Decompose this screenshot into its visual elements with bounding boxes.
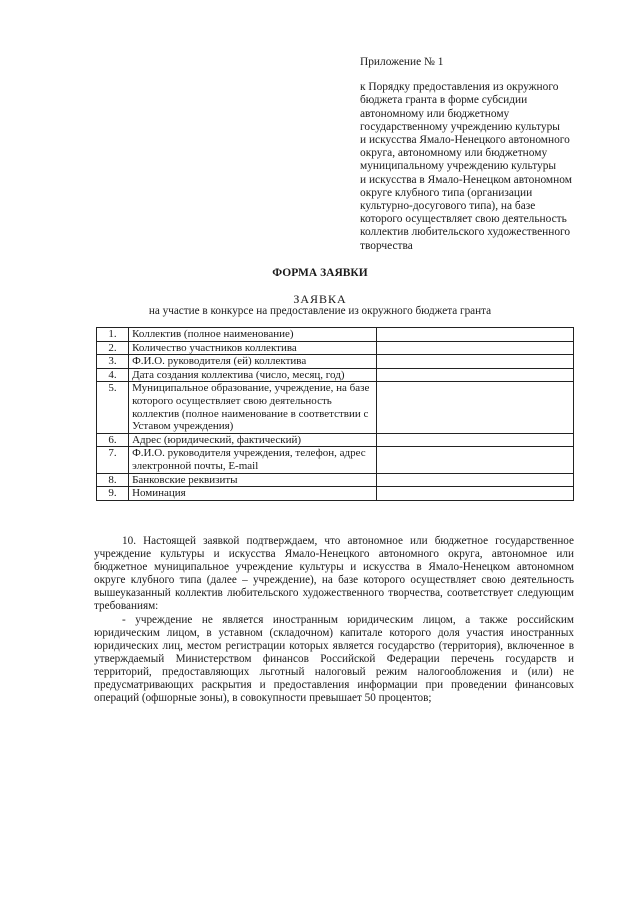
table-row	[97, 355, 574, 369]
row-label: Банковские реквизиты	[129, 473, 377, 487]
row-label: Номинация	[129, 487, 377, 501]
application-subtitle: на участие в конкурсе на предоставление из окружного бюджета гранта	[148, 305, 492, 317]
application-heading: ЗАЯВКА	[293, 292, 347, 306]
requirement-paragraph: - учреждение не является иностранным юридическим лицом, а также российским юридическим лицом, в уставном (складочном) капитале которого доля участия иностранных юридических лиц, местом регистрации которых является государство (территория), включенное в утверждаемый Министерством финансов Российской Федерации перечень государств и территорий, предоставляющих льготный налоговый режим налогообложения и (или) не предусматривающих раскрытия и предоставления информации при проведении финансовых операций (офшорные зоны), в совокупности превышает 50 процентов;	[94, 613, 574, 705]
row-label: Ф.И.О. руководителя (ей) коллектива	[129, 355, 377, 369]
table-row	[97, 382, 574, 433]
row-number: 2.	[97, 341, 129, 355]
table-row	[97, 368, 574, 382]
application-form-table	[96, 327, 574, 501]
row-number: 3.	[97, 355, 129, 369]
table-row	[97, 447, 574, 473]
row-number: 9.	[97, 487, 129, 501]
row-number: 4.	[97, 368, 129, 382]
row-number: 5.	[97, 382, 129, 433]
row-label: Количество участников коллектива	[129, 341, 377, 355]
row-label: Муниципальное образование, учреждение, на базе которого осуществляет свою деятельность коллектив (полное наименование в соответствии с Уставом учреждения)	[129, 382, 377, 433]
row-value	[376, 355, 573, 369]
row-number: 8.	[97, 473, 129, 487]
table-row	[97, 487, 574, 501]
table-row	[97, 328, 574, 342]
row-number: 6.	[97, 433, 129, 447]
table-row	[97, 433, 574, 447]
row-value	[376, 382, 573, 433]
form-title: ФОРМА ЗАЯВКИ	[272, 267, 368, 279]
table-row	[97, 341, 574, 355]
row-value	[376, 341, 573, 355]
appendix-description: к Порядку предоставления из окружного бюджета гранта в форме субсидии автономному или бюджетному государственному учреждению культуры и искусства Ямало-Ненецкого автономного округа, автономному или бюджетному муниципальному учреждению культуры и искусства в Ямало-Ненецком автономном округе клубного типа (организации культурно-досугового типа), на базе которого осуществляет свою деятельность коллектив любительского художественного творчества	[360, 81, 572, 252]
row-value	[376, 487, 573, 501]
table-row	[97, 473, 574, 487]
row-label: Коллектив (полное наименование)	[129, 328, 377, 342]
row-value	[376, 433, 573, 447]
row-label: Дата создания коллектива (число, месяц, год)	[129, 368, 377, 382]
paragraph-10: 10. Настоящей заявкой подтверждаем, что автономное или бюджетное государственное учреждение культуры и искусства Ямало-Ненецкого автономного округа, автономное или бюджетное муниципальное учреждение культуры и искусства в Ямало-Ненецком автономном округе клубного типа (далее – учреждение), на базе которого осуществляет свою деятельность вышеуказанный коллектив любительского художественного творчества, соответствует следующим требованиям:	[94, 535, 574, 613]
row-value	[376, 368, 573, 382]
row-label: Адрес (юридический, фактический)	[129, 433, 377, 447]
row-number: 7.	[97, 447, 129, 473]
row-value	[376, 447, 573, 473]
row-number: 1.	[97, 328, 129, 342]
row-label: Ф.И.О. руководителя учреждения, телефон, адрес электронной почты, E-mail	[129, 447, 377, 473]
appendix-number: Приложение № 1	[360, 56, 444, 68]
appendix-block	[360, 56, 610, 253]
row-value	[376, 473, 573, 487]
body-text	[94, 535, 574, 705]
row-value	[376, 328, 573, 342]
